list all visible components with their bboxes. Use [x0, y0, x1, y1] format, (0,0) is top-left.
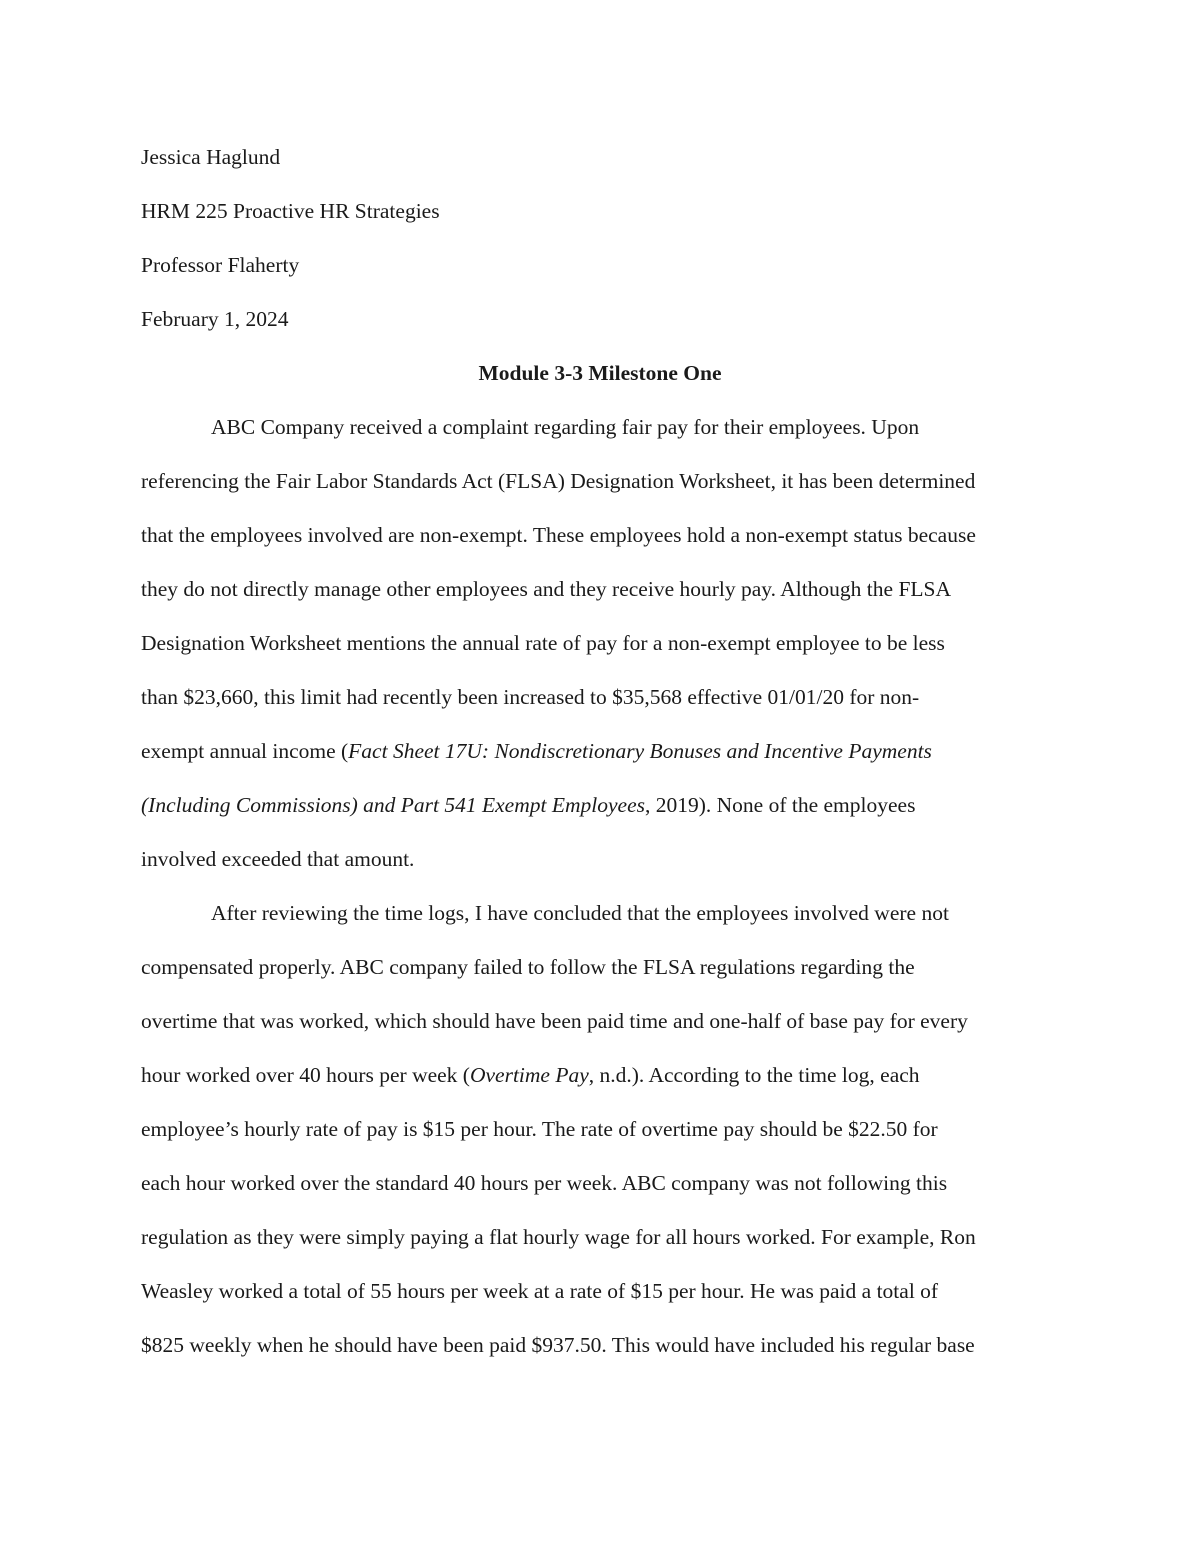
paragraph-line: involved exceeded that amount.	[141, 847, 415, 871]
paragraph-line: that the employees involved are non-exempt. These employees hold a non-exempt status because	[141, 523, 976, 547]
text-run: exempt annual income (	[141, 739, 349, 763]
document-date: February 1, 2024	[141, 307, 289, 331]
paragraph-line: regulation as they were simply paying a flat hourly wage for all hours worked. For example, Ron	[141, 1225, 976, 1249]
citation-title: Overtime Pay	[469, 1063, 589, 1087]
paragraph-line: employee’s hourly rate of pay is $15 per hour. The rate of overtime pay should be $22.50 for	[141, 1117, 938, 1141]
text-run: , n.d.). According to the time log, each	[588, 1063, 920, 1087]
text-run: hour worked over 40 hours per week (	[141, 1063, 470, 1087]
paragraph-line	[141, 736, 932, 766]
paragraph-line: After reviewing the time logs, I have concluded that the employees involved were not	[211, 901, 949, 925]
professor-name: Professor Flaherty	[141, 253, 300, 277]
paragraph-line: compensated properly. ABC company failed to follow the FLSA regulations regarding the	[141, 955, 915, 979]
paragraph-line: ABC Company received a complaint regarding fair pay for their employees. Upon	[211, 415, 920, 439]
paragraph-line: each hour worked over the standard 40 hours per week. ABC company was not following this	[141, 1171, 948, 1195]
author-name: Jessica Haglund	[141, 145, 281, 169]
paragraph-line: they do not directly manage other employees and they receive hourly pay. Although the FLSA	[141, 577, 952, 601]
citation-title: Fact Sheet 17U: Nondiscretionary Bonuses and Incentive Payments	[348, 739, 932, 763]
paragraph-line: referencing the Fair Labor Standards Act (FLSA) Designation Worksheet, it has been determined	[141, 469, 976, 493]
document-title: Module 3-3 Milestone One	[478, 361, 722, 385]
paragraph-line: Designation Worksheet mentions the annual rate of pay for a non-exempt employee to be less	[141, 631, 945, 655]
text-run: , 2019). None of the employees	[644, 793, 916, 817]
citation-title: (Including Commissions) and Part 541 Exempt Employees	[141, 793, 645, 817]
paragraph-line: Weasley worked a total of 55 hours per week at a rate of $15 per hour. He was paid a total of	[141, 1279, 939, 1303]
paragraph-line: $825 weekly when he should have been paid $937.50. This would have included his regular base	[141, 1333, 975, 1357]
paragraph-line	[141, 790, 915, 820]
paragraph-line	[141, 1060, 920, 1090]
paragraph-line: overtime that was worked, which should have been paid time and one-half of base pay for every	[141, 1009, 968, 1033]
paragraph-line: than $23,660, this limit had recently been increased to $35,568 effective 01/01/20 for non-	[141, 685, 920, 709]
course-name: HRM 225 Proactive HR Strategies	[141, 199, 440, 223]
